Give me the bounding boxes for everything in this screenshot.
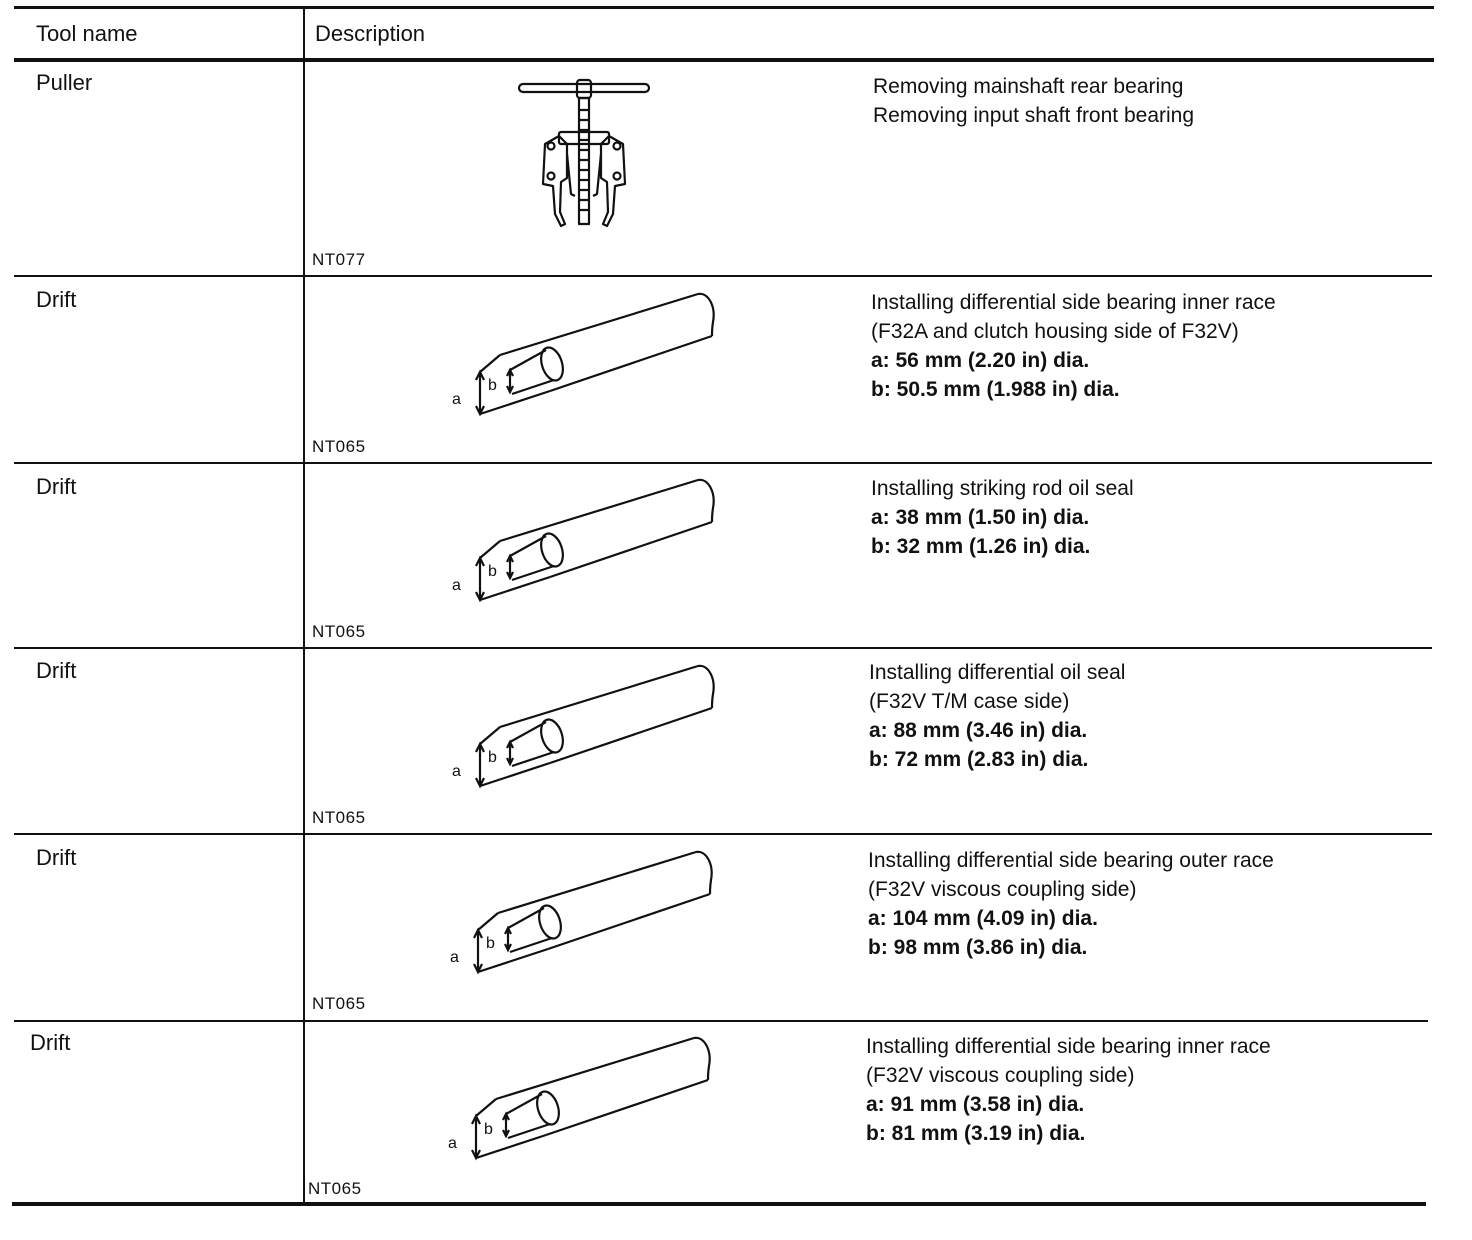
figure-code: NT065 — [312, 994, 366, 1013]
dimension-a-label: a — [450, 949, 459, 966]
drift-icon — [438, 846, 728, 976]
dimension-b-label: b — [488, 377, 497, 394]
figure-code: NT077 — [312, 250, 366, 269]
dimension-b-label: b — [486, 935, 495, 952]
header-bottom-rule — [14, 58, 1434, 62]
puller-icon — [505, 74, 665, 236]
description — [871, 288, 1276, 404]
table-bottom-rule — [12, 1202, 1426, 1206]
row-divider — [14, 833, 1432, 835]
dimension-b: b: 72 mm (2.83 in) dia. — [869, 748, 1089, 771]
row-divider — [14, 1020, 1428, 1022]
row-divider — [14, 275, 1432, 277]
tool-name: Drift — [36, 658, 77, 683]
description-line: Removing mainshaft rear bearing — [873, 75, 1184, 98]
tool-name: Drift — [36, 287, 77, 312]
description-line: Installing striking rod oil seal — [871, 477, 1134, 500]
dimension-a: a: 91 mm (3.58 in) dia. — [866, 1093, 1085, 1116]
dimension-b-label: b — [488, 563, 497, 580]
figure-code: NT065 — [308, 1179, 362, 1198]
dimension-b-label: b — [488, 749, 497, 766]
dimension-a: a: 88 mm (3.46 in) dia. — [869, 719, 1088, 742]
drift-icon — [440, 288, 730, 418]
description-line: Installing differential side bearing inner race — [866, 1035, 1271, 1058]
description-line: Installing differential side bearing outer race — [868, 849, 1274, 872]
description-line: (F32V viscous coupling side) — [866, 1064, 1135, 1087]
description-line: (F32V T/M case side) — [869, 690, 1070, 713]
description — [868, 846, 1274, 962]
dimension-a-label: a — [452, 763, 461, 780]
figure-code: NT065 — [312, 808, 366, 827]
description — [869, 658, 1125, 774]
dimension-b: b: 98 mm (3.86 in) dia. — [868, 936, 1088, 959]
dimension-a: a: 56 mm (2.20 in) dia. — [871, 349, 1090, 372]
figure-code: NT065 — [312, 437, 366, 456]
table-top-rule — [14, 6, 1434, 9]
row-divider — [14, 647, 1432, 649]
dimension-a-label: a — [448, 1135, 457, 1152]
description-line: (F32V viscous coupling side) — [868, 878, 1137, 901]
row-divider — [14, 462, 1432, 464]
header-tool-name: Tool name — [36, 21, 138, 46]
description — [871, 474, 1134, 561]
header-description: Description — [315, 21, 426, 46]
dimension-a: a: 38 mm (1.50 in) dia. — [871, 506, 1090, 529]
description — [873, 72, 1194, 130]
dimension-a-label: a — [452, 577, 461, 594]
dimension-b: b: 32 mm (1.26 in) dia. — [871, 535, 1091, 558]
dimension-a-label: a — [452, 391, 461, 408]
description — [866, 1032, 1271, 1148]
dimension-b: b: 50.5 mm (1.988 in) dia. — [871, 378, 1120, 401]
tool-name: Puller — [36, 70, 93, 95]
dimension-a: a: 104 mm (4.09 in) dia. — [868, 907, 1098, 930]
drift-icon — [440, 660, 730, 790]
tool-name: Drift — [36, 474, 77, 499]
description-line: Installing differential oil seal — [869, 661, 1126, 684]
tool-name: Drift — [30, 1030, 71, 1055]
drift-icon — [440, 474, 730, 604]
description-line: (F32A and clutch housing side of F32V) — [871, 320, 1239, 343]
dimension-b: b: 81 mm (3.19 in) dia. — [866, 1122, 1086, 1145]
dimension-b-label: b — [484, 1121, 493, 1138]
description-line: Installing differential side bearing inner race — [871, 291, 1276, 314]
column-divider — [303, 6, 305, 1204]
tool-name: Drift — [36, 845, 77, 870]
description-line: Removing input shaft front bearing — [873, 104, 1195, 127]
drift-icon — [436, 1032, 726, 1162]
figure-code: NT065 — [312, 622, 366, 641]
